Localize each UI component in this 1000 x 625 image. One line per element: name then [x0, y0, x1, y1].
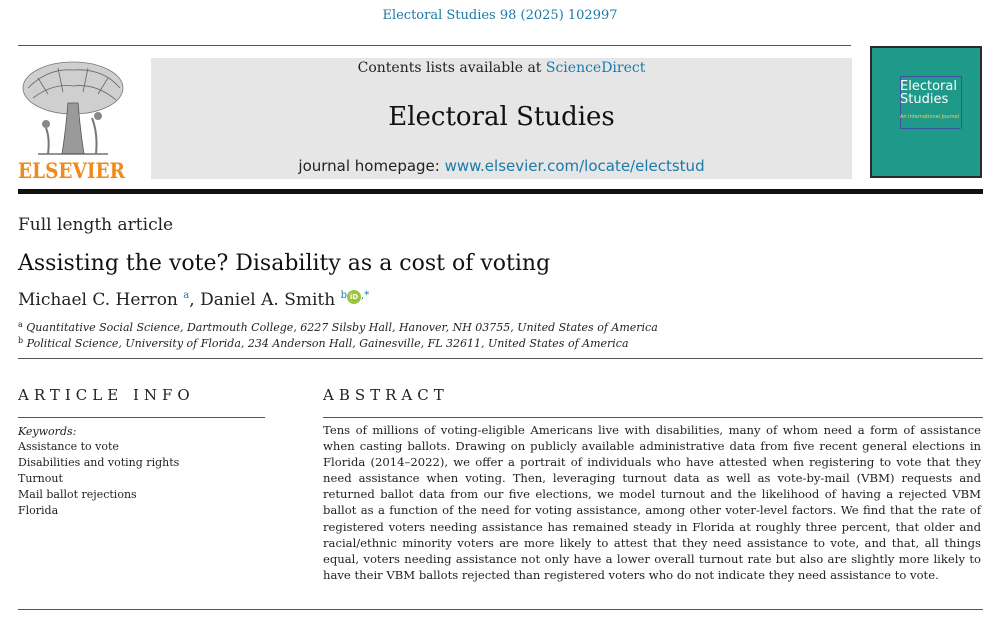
journal-title: Electoral Studies	[388, 102, 615, 132]
keyword-item: Turnout	[18, 472, 63, 485]
orcid-icon[interactable]: iD	[347, 290, 361, 304]
affiliation-b	[18, 337, 629, 350]
author-list	[18, 290, 369, 310]
article-info-rule	[18, 417, 265, 418]
cover-title	[900, 80, 957, 106]
abstract-rule	[323, 417, 983, 418]
publisher-wordmark: ELSEVIER	[18, 158, 125, 183]
keywords-label: Keywords:	[18, 425, 77, 438]
corresponding-author-marker[interactable]: ,*	[361, 290, 370, 301]
author-separator: ,	[189, 290, 201, 310]
cover-title-line1: Electoral	[900, 79, 957, 94]
section-divider	[18, 358, 983, 359]
author-name[interactable]: Daniel A. Smith	[200, 290, 336, 310]
affiliation-sup: b	[18, 336, 24, 345]
header-thick-divider	[18, 189, 983, 194]
contents-prefix: Contents lists available at	[357, 60, 546, 76]
article-type: Full length article	[18, 215, 174, 235]
affiliation-a	[18, 321, 658, 334]
affiliation-text: Quantitative Social Science, Dartmouth College, 6227 Silsby Hall, Hanover, NH 03755, United States of America	[26, 321, 658, 334]
article-title: Assisting the vote? Disability as a cost of voting	[18, 251, 551, 276]
abstract-text: Tens of millions of voting-eligible Americans live with disabilities, many of whom need a form of assistance when casting ballots. Drawing on publicly available administrative data from five recent general elections in Florida (2014–2022), we offer a portrait of individuals who have attested when registering to vote that they need assistance when voting. Then, leveraging turnout data as well as vote-by-mail (VBM) requests and returned ballot data from our five elections, we model turnout and the likelihood of having a rejected VBM ballot as a function of the need for voting assistance, among other voter-level factors. We find that the rate of registered voters needing assistance has remained steady in Florida at roughly three percent, that older and racial/ethnic minority voters are more likely to attest that they need assistance to vote, and that, all things equal, voters needing assistance not only have a lower overall turnout rate but also are slightly more likely to have their VBM ballots rejected than registered voters who do not indicate they need assistance to vote.	[323, 423, 981, 582]
keyword-item: Disabilities and voting rights	[18, 456, 180, 469]
homepage-prefix: journal homepage:	[298, 157, 445, 175]
article-info-heading: ARTICLE INFO	[18, 386, 195, 404]
journal-masthead	[151, 58, 852, 179]
keyword-item: Mail ballot rejections	[18, 488, 137, 501]
journal-citation-link[interactable]: Electoral Studies 98 (2025) 102997	[382, 8, 618, 23]
cover-title-line2: Studies	[900, 92, 949, 107]
cover-rule	[900, 128, 960, 129]
sciencedirect-link[interactable]: ScienceDirect	[545, 60, 646, 76]
affiliation-sup: a	[18, 320, 23, 329]
abstract-heading: ABSTRACT	[323, 386, 449, 404]
author-name[interactable]: Michael C. Herron	[18, 290, 178, 310]
keyword-item: Assistance to vote	[18, 440, 119, 453]
affiliation-marker[interactable]: a	[183, 290, 190, 301]
journal-homepage-link[interactable]: www.elsevier.com/locate/electstud	[444, 157, 705, 175]
affiliation-marker[interactable]: b	[340, 290, 348, 301]
bottom-divider	[18, 609, 983, 610]
journal-cover-thumbnail[interactable]	[870, 46, 982, 178]
top-divider	[18, 45, 851, 46]
keyword-item: Florida	[18, 504, 59, 517]
affiliation-text: Political Science, University of Florida, 234 Anderson Hall, Gainesville, FL 32611, United States of America	[26, 337, 629, 350]
cover-subtitle: An International Journal	[900, 114, 959, 120]
contents-line	[151, 60, 852, 76]
homepage-line	[151, 157, 852, 175]
